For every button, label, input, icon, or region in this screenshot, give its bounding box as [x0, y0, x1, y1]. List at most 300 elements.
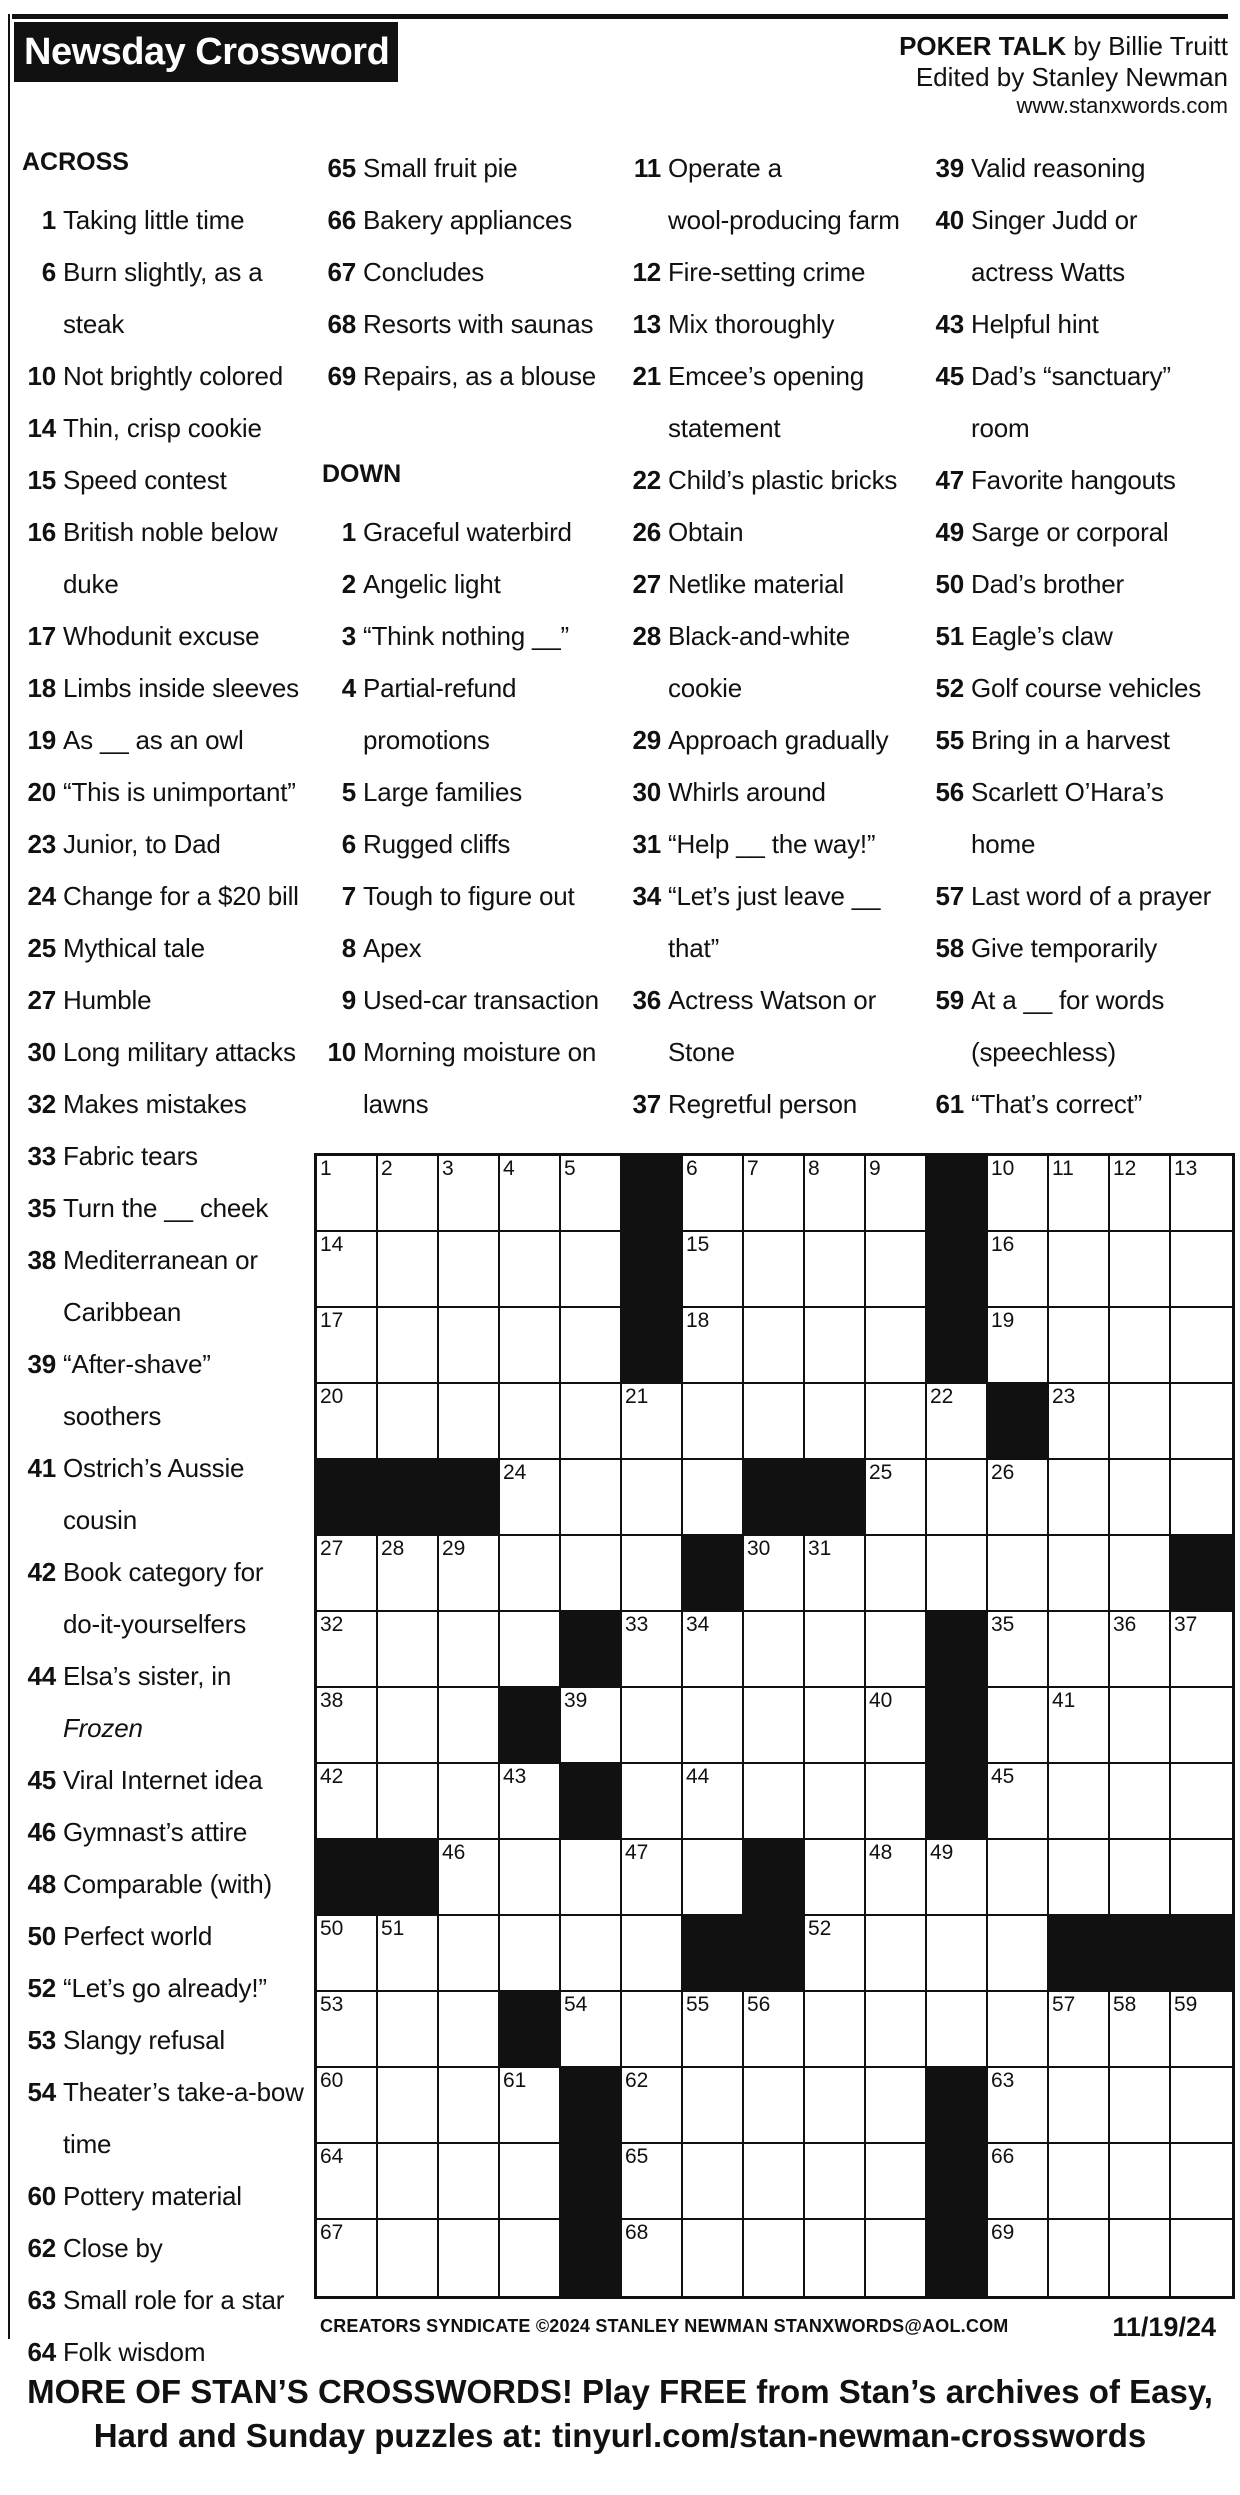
clue-text: promotions — [363, 725, 490, 755]
grid-cell[interactable] — [683, 1384, 744, 1460]
grid-cell[interactable] — [866, 2220, 927, 2296]
grid-cell[interactable] — [805, 1992, 866, 2068]
clue-text: Elsa’s sister, in — [63, 1661, 232, 1691]
grid-cell[interactable] — [500, 2068, 561, 2144]
grid-cell[interactable] — [1049, 2144, 1110, 2220]
grid-cell[interactable] — [317, 1384, 378, 1460]
grid-cell[interactable] — [1171, 1992, 1232, 2068]
grid-cell[interactable] — [1049, 1308, 1110, 1384]
grid-cell[interactable] — [744, 1384, 805, 1460]
grid-cell[interactable] — [378, 1536, 439, 1612]
grid-cell[interactable] — [439, 1916, 500, 1992]
grid-cell[interactable] — [866, 1916, 927, 1992]
grid-cell[interactable] — [500, 1536, 561, 1612]
grid-cell[interactable] — [744, 2144, 805, 2220]
cell-number: 64 — [320, 2145, 344, 2168]
grid-cell[interactable] — [378, 2068, 439, 2144]
grid-cell[interactable] — [317, 1612, 378, 1688]
grid-cell[interactable] — [1110, 2068, 1171, 2144]
grid-cell[interactable] — [1171, 1688, 1232, 1764]
grid-cell[interactable] — [439, 2144, 500, 2220]
clue-text: Dad’s “sanctuary” — [971, 361, 1171, 391]
grid-cell[interactable] — [988, 1232, 1049, 1308]
grid-cell[interactable] — [439, 1840, 500, 1916]
clue-line — [627, 350, 927, 402]
grid-cell[interactable] — [1049, 1460, 1110, 1536]
grid-cell[interactable] — [683, 1460, 744, 1536]
grid-cell[interactable] — [500, 2220, 561, 2296]
grid-cell[interactable] — [622, 1384, 683, 1460]
grid-cell[interactable] — [1049, 1992, 1110, 2068]
crossword-grid — [314, 1153, 1235, 2299]
cell-number: 30 — [747, 1537, 771, 1560]
clue-text: Taking little time — [63, 205, 245, 235]
grid-cell[interactable] — [1110, 1992, 1171, 2068]
black-square — [744, 1840, 805, 1916]
clue-text: Scarlett O’Hara’s — [971, 777, 1164, 807]
grid-cell[interactable] — [500, 1384, 561, 1460]
grid-cell[interactable] — [866, 1536, 927, 1612]
grid-cell[interactable] — [1110, 1232, 1171, 1308]
clue-text: Theater’s take-a-bow — [63, 2077, 304, 2107]
cell-number: 2 — [381, 1157, 393, 1180]
grid-cell[interactable] — [927, 1384, 988, 1460]
grid-cell[interactable] — [500, 1764, 561, 1840]
grid-cell[interactable] — [805, 1308, 866, 1384]
grid-cell[interactable] — [1049, 1232, 1110, 1308]
grid-cell[interactable] — [683, 1612, 744, 1688]
grid-cell[interactable] — [988, 2068, 1049, 2144]
grid-cell[interactable] — [744, 2220, 805, 2296]
clue-text: Apex — [363, 933, 422, 963]
grid-cell[interactable] — [927, 1460, 988, 1536]
clue-text: Mythical tale — [63, 933, 205, 963]
page-title: Newsday Crossword — [14, 22, 398, 82]
grid-cell[interactable] — [866, 1992, 927, 2068]
cell-number: 43 — [503, 1765, 527, 1788]
grid-cell[interactable] — [988, 1156, 1049, 1232]
cell-number: 37 — [1174, 1613, 1198, 1636]
grid-cell[interactable] — [988, 1308, 1049, 1384]
clue-number — [627, 194, 661, 246]
grid-cell[interactable] — [1171, 1384, 1232, 1460]
grid-cell[interactable] — [1171, 2220, 1232, 2296]
grid-cell[interactable] — [805, 2068, 866, 2144]
grid-cell[interactable] — [561, 1384, 622, 1460]
grid-cell[interactable] — [683, 1156, 744, 1232]
grid-cell[interactable] — [500, 1460, 561, 1536]
grid-cell[interactable] — [500, 1612, 561, 1688]
clue-line — [22, 402, 307, 454]
grid-cell[interactable] — [805, 1688, 866, 1764]
clue-line — [22, 194, 307, 246]
grid-cell[interactable] — [500, 1232, 561, 1308]
grid-cell[interactable] — [622, 1688, 683, 1764]
grid-cell[interactable] — [744, 1308, 805, 1384]
clue-number: 26 — [632, 517, 661, 547]
grid-cell[interactable] — [683, 1688, 744, 1764]
grid-cell[interactable] — [805, 1612, 866, 1688]
clue-number: 50 — [935, 569, 964, 599]
clue-line — [930, 298, 1235, 350]
grid-cell[interactable] — [622, 1840, 683, 1916]
clue-line — [930, 506, 1235, 558]
grid-cell[interactable] — [988, 1688, 1049, 1764]
clue-text: Operate a — [668, 153, 782, 183]
grid-cell[interactable] — [561, 1460, 622, 1536]
cell-number: 9 — [869, 1157, 881, 1180]
grid-cell[interactable] — [500, 2144, 561, 2220]
grid-cell[interactable] — [1049, 2220, 1110, 2296]
clue-line — [627, 454, 927, 506]
clue-text: “Let’s go already!” — [63, 1973, 267, 2003]
grid-cell[interactable] — [439, 1764, 500, 1840]
grid-cell[interactable] — [1171, 1232, 1232, 1308]
clue-number: 10 — [327, 1037, 356, 1067]
cell-number: 46 — [442, 1841, 466, 1864]
grid-cell[interactable] — [439, 1156, 500, 1232]
grid-cell[interactable] — [1110, 1612, 1171, 1688]
cell-number: 32 — [320, 1613, 344, 1636]
grid-cell[interactable] — [1049, 1840, 1110, 1916]
grid-cell[interactable] — [439, 2068, 500, 2144]
clue-number: 36 — [632, 985, 661, 1015]
grid-cell[interactable] — [866, 1232, 927, 1308]
clue-line — [22, 818, 307, 870]
grid-cell[interactable] — [683, 2144, 744, 2220]
grid-cell[interactable] — [317, 1916, 378, 1992]
clue-line — [930, 1078, 1235, 1130]
grid-cell[interactable] — [317, 1688, 378, 1764]
clue-line — [930, 714, 1235, 766]
grid-cell[interactable] — [1110, 1384, 1171, 1460]
clue-text: Mediterranean or — [63, 1245, 258, 1275]
grid-cell[interactable] — [378, 1384, 439, 1460]
grid-cell[interactable] — [622, 1460, 683, 1536]
clue-number: 50 — [27, 1921, 56, 1951]
clue-line — [22, 2066, 307, 2118]
grid-cell[interactable] — [805, 1536, 866, 1612]
clue-number: 9 — [341, 985, 356, 1015]
promo-line-1: MORE OF STAN’S CROSSWORDS! Play FREE from Stan’s archives of Easy, — [27, 2373, 1213, 2410]
clue-text: Mix thoroughly — [668, 309, 835, 339]
grid-cell[interactable] — [1171, 1764, 1232, 1840]
cell-number: 50 — [320, 1917, 344, 1940]
grid-cell[interactable] — [378, 2220, 439, 2296]
black-square — [927, 2068, 988, 2144]
grid-cell[interactable] — [1110, 1840, 1171, 1916]
clue-number: 39 — [27, 1349, 56, 1379]
grid-cell[interactable] — [439, 2220, 500, 2296]
grid-cell[interactable] — [805, 1916, 866, 1992]
clue-line — [322, 1026, 622, 1078]
grid-cell[interactable] — [988, 1612, 1049, 1688]
grid-cell[interactable] — [744, 1156, 805, 1232]
grid-cell[interactable] — [1049, 1612, 1110, 1688]
grid-cell[interactable] — [866, 2068, 927, 2144]
clue-number — [22, 1390, 56, 1442]
clue-line — [22, 922, 307, 974]
grid-cell[interactable] — [317, 2220, 378, 2296]
clue-line — [22, 1234, 307, 1286]
grid-cell[interactable] — [1049, 2068, 1110, 2144]
clue-number: 35 — [27, 1193, 56, 1223]
grid-cell[interactable] — [805, 2144, 866, 2220]
clue-number: 54 — [27, 2077, 56, 2107]
grid-cell[interactable] — [500, 1156, 561, 1232]
grid-cell[interactable] — [1171, 1460, 1232, 1536]
grid-cell[interactable] — [927, 1536, 988, 1612]
grid-cell[interactable] — [744, 2068, 805, 2144]
grid-cell[interactable] — [1049, 1688, 1110, 1764]
grid-cell[interactable] — [988, 1840, 1049, 1916]
grid-cell[interactable] — [866, 1384, 927, 1460]
clue-number: 41 — [27, 1453, 56, 1483]
clue-number: 8 — [341, 933, 356, 963]
grid-cell[interactable] — [439, 1992, 500, 2068]
grid-cell[interactable] — [805, 1764, 866, 1840]
clue-text: steak — [63, 309, 125, 339]
cell-number: 38 — [320, 1689, 344, 1712]
grid-cell[interactable] — [805, 1840, 866, 1916]
grid-cell[interactable] — [805, 2220, 866, 2296]
grid-cell[interactable] — [744, 1232, 805, 1308]
black-square — [622, 1232, 683, 1308]
grid-cell[interactable] — [561, 1156, 622, 1232]
clue-text: Helpful hint — [971, 309, 1099, 339]
grid-cell[interactable] — [378, 1688, 439, 1764]
grid-cell[interactable] — [1171, 2144, 1232, 2220]
grid-cell[interactable] — [439, 1688, 500, 1764]
grid-cell[interactable] — [1049, 1764, 1110, 1840]
grid-cell[interactable] — [1110, 1156, 1171, 1232]
grid-cell[interactable] — [378, 1308, 439, 1384]
grid-cell[interactable] — [561, 1688, 622, 1764]
clue-line — [930, 818, 1235, 870]
grid-cell[interactable] — [378, 1992, 439, 2068]
grid-cell[interactable] — [622, 2144, 683, 2220]
clue-text: Singer Judd or — [971, 205, 1138, 235]
grid-cell[interactable] — [866, 2144, 927, 2220]
grid-cell[interactable] — [805, 1156, 866, 1232]
grid-cell[interactable] — [378, 2144, 439, 2220]
grid-cell[interactable] — [988, 2144, 1049, 2220]
grid-cell[interactable] — [866, 1612, 927, 1688]
cell-number: 8 — [808, 1157, 820, 1180]
clue-line — [22, 1546, 307, 1598]
grid-cell[interactable] — [927, 1992, 988, 2068]
clue-line — [322, 870, 622, 922]
grid-cell[interactable] — [1171, 1840, 1232, 1916]
clue-column-3 — [627, 142, 927, 1130]
grid-cell[interactable] — [561, 1232, 622, 1308]
grid-cell[interactable] — [378, 1232, 439, 1308]
grid-cell[interactable] — [683, 1992, 744, 2068]
grid-cell[interactable] — [683, 1764, 744, 1840]
grid-cell[interactable] — [500, 1308, 561, 1384]
grid-cell[interactable] — [439, 1232, 500, 1308]
clue-line — [22, 2222, 307, 2274]
clue-text: wool-producing farm — [668, 205, 900, 235]
black-square — [1171, 1916, 1232, 1992]
grid-cell[interactable] — [561, 1992, 622, 2068]
grid-cell[interactable] — [1049, 1536, 1110, 1612]
clue-line — [627, 974, 927, 1026]
grid-cell[interactable] — [439, 1384, 500, 1460]
black-square — [927, 1612, 988, 1688]
clue-number: 28 — [632, 621, 661, 651]
grid-cell[interactable] — [988, 1764, 1049, 1840]
grid-cell[interactable] — [622, 1992, 683, 2068]
clue-text: Thin, crisp cookie — [63, 413, 262, 443]
grid-cell[interactable] — [317, 2144, 378, 2220]
black-square — [988, 1384, 1049, 1460]
grid-cell[interactable] — [622, 1612, 683, 1688]
clue-text: Slangy refusal — [63, 2025, 225, 2055]
clue-line — [930, 558, 1235, 610]
grid-cell[interactable] — [622, 2220, 683, 2296]
grid-cell[interactable] — [1049, 1156, 1110, 1232]
grid-cell[interactable] — [439, 1612, 500, 1688]
grid-cell[interactable] — [1171, 1156, 1232, 1232]
grid-cell[interactable] — [683, 2220, 744, 2296]
grid-cell[interactable] — [317, 1156, 378, 1232]
grid-cell[interactable] — [988, 1460, 1049, 1536]
grid-cell[interactable] — [561, 1536, 622, 1612]
grid-cell[interactable] — [622, 1916, 683, 1992]
clue-line — [22, 766, 307, 818]
grid-cell[interactable] — [317, 1536, 378, 1612]
grid-cell[interactable] — [744, 1992, 805, 2068]
grid-cell[interactable] — [988, 1536, 1049, 1612]
clue-text: “This is unimportant” — [63, 777, 296, 807]
cell-number: 62 — [625, 2069, 649, 2092]
clue-text: room — [971, 413, 1030, 443]
grid-cell[interactable] — [500, 1840, 561, 1916]
grid-cell[interactable] — [439, 1308, 500, 1384]
grid-cell[interactable] — [561, 1916, 622, 1992]
grid-cell[interactable] — [744, 1688, 805, 1764]
cell-number: 69 — [991, 2221, 1015, 2244]
clue-number — [22, 1598, 56, 1650]
grid-cell[interactable] — [805, 1232, 866, 1308]
clue-text: Valid reasoning — [971, 153, 1146, 183]
grid-cell[interactable] — [317, 1992, 378, 2068]
grid-cell[interactable] — [1110, 1308, 1171, 1384]
clue-line — [930, 766, 1235, 818]
grid-cell[interactable] — [866, 1688, 927, 1764]
grid-cell[interactable] — [1171, 1612, 1232, 1688]
clue-line — [627, 194, 927, 246]
clue-line — [627, 1026, 927, 1078]
grid-cell[interactable] — [622, 2068, 683, 2144]
grid-cell[interactable] — [866, 1308, 927, 1384]
cell-number: 22 — [930, 1385, 954, 1408]
grid-cell[interactable] — [805, 1384, 866, 1460]
clue-line — [22, 1910, 307, 1962]
grid-cell[interactable] — [744, 1764, 805, 1840]
grid-cell[interactable] — [500, 1916, 561, 1992]
grid-cell[interactable] — [439, 1536, 500, 1612]
grid-cell[interactable] — [683, 1308, 744, 1384]
grid-cell[interactable] — [683, 2068, 744, 2144]
grid-cell[interactable] — [744, 1612, 805, 1688]
grid-cell[interactable] — [378, 1916, 439, 1992]
clue-text: Large families — [363, 777, 523, 807]
grid-cell[interactable] — [683, 1840, 744, 1916]
grid-cell[interactable] — [378, 1612, 439, 1688]
grid-cell[interactable] — [1110, 2220, 1171, 2296]
grid-cell[interactable] — [866, 1840, 927, 1916]
cell-number: 61 — [503, 2069, 527, 2092]
grid-cell[interactable] — [866, 1156, 927, 1232]
cell-number: 26 — [991, 1461, 1015, 1484]
clue-number: 22 — [632, 465, 661, 495]
grid-cell[interactable] — [317, 1232, 378, 1308]
cell-number: 44 — [686, 1765, 710, 1788]
grid-cell[interactable] — [927, 1840, 988, 1916]
grid-cell[interactable] — [561, 1308, 622, 1384]
grid-cell[interactable] — [866, 1460, 927, 1536]
grid-cell[interactable] — [561, 1840, 622, 1916]
cell-number: 6 — [686, 1157, 698, 1180]
grid-cell[interactable] — [988, 1916, 1049, 1992]
grid-cell[interactable] — [1110, 1764, 1171, 1840]
grid-cell[interactable] — [1049, 1384, 1110, 1460]
grid-cell[interactable] — [683, 1232, 744, 1308]
clue-line — [627, 766, 927, 818]
grid-cell[interactable] — [622, 1536, 683, 1612]
grid-cell[interactable] — [1110, 1460, 1171, 1536]
grid-cell[interactable] — [866, 1764, 927, 1840]
grid-cell[interactable] — [622, 1764, 683, 1840]
clue-number: 58 — [935, 933, 964, 963]
grid-cell[interactable] — [1110, 1688, 1171, 1764]
clue-line — [627, 298, 927, 350]
clue-line — [627, 1078, 927, 1130]
clue-line — [22, 2170, 307, 2222]
grid-cell[interactable] — [1171, 2068, 1232, 2144]
black-square — [439, 1460, 500, 1536]
cell-number: 4 — [503, 1157, 515, 1180]
grid-cell[interactable] — [744, 1536, 805, 1612]
grid-cell[interactable] — [1110, 2144, 1171, 2220]
clue-text: time — [63, 2129, 112, 2159]
clue-number: 3 — [341, 621, 356, 651]
cell-number: 24 — [503, 1461, 527, 1484]
grid-cell[interactable] — [988, 2220, 1049, 2296]
clue-text: Folk wisdom — [63, 2337, 206, 2367]
clue-number — [930, 246, 964, 298]
grid-cell[interactable] — [1110, 1536, 1171, 1612]
clue-line — [322, 766, 622, 818]
clue-text: Humble — [63, 985, 152, 1015]
clue-line — [322, 1078, 622, 1130]
clue-text: Fire-setting crime — [668, 257, 866, 287]
grid-cell[interactable] — [378, 1156, 439, 1232]
grid-cell[interactable] — [317, 2068, 378, 2144]
grid-cell[interactable] — [378, 1764, 439, 1840]
clue-number: 6 — [341, 829, 356, 859]
grid-cell[interactable] — [927, 1916, 988, 1992]
grid-cell[interactable] — [317, 1764, 378, 1840]
clue-line — [322, 246, 622, 298]
grid-cell[interactable] — [1171, 1308, 1232, 1384]
grid-cell[interactable] — [988, 1992, 1049, 2068]
clue-line — [322, 610, 622, 662]
clue-number: 52 — [935, 673, 964, 703]
grid-cell[interactable] — [317, 1308, 378, 1384]
